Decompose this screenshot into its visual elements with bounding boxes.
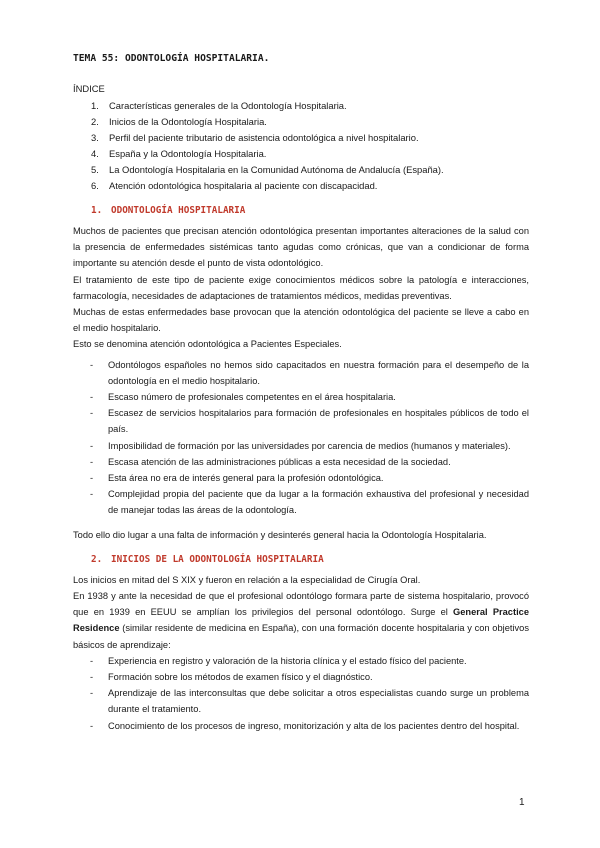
index-item: [73, 130, 529, 146]
list-item: - Odontólogos españoles no hemos sido capacitados en nuestra formación para el desempeño de la odontología en el medio hospitalario.: [73, 357, 529, 389]
list-item: - Formación sobre los métodos de examen físico y el diagnóstico.: [73, 669, 529, 685]
index-item-text: Perfil del paciente tributario de asistencia odontológica a nivel hospitalario.: [109, 132, 419, 143]
section-1-number: 1.: [91, 205, 103, 216]
list-item: - Aprendizaje de las interconsultas que debe solicitar a otros especialistas cuando surge un problema durante el tratamiento.: [73, 685, 529, 717]
index-item-text: España y la Odontología Hospitalaria.: [109, 148, 267, 159]
index-item-number: 2.: [91, 116, 99, 127]
section-2-bullet-list: [73, 653, 529, 734]
section-2-paragraph: [73, 588, 529, 653]
section-1-title: ODONTOLOGÍA HOSPITALARIA: [111, 205, 246, 216]
index-item-number: 4.: [91, 148, 99, 159]
index-item-text: La Odontología Hospitalaria en la Comunidad Autónoma de Andalucía (España).: [109, 164, 444, 175]
section-1-closing: Todo ello dio lugar a una falta de información y desinterés general hacia la Odontología Hospitalaria.: [73, 529, 487, 540]
index-item: [73, 146, 529, 162]
index-heading: ÍNDICE: [73, 83, 105, 94]
page-content: [73, 52, 529, 734]
spacer: [73, 519, 529, 527]
section-1-paragraph: Esto se denomina atención odontológica a Pacientes Especiales.: [73, 339, 342, 350]
list-item: - Escaso número de profesionales competentes en el área hospitalaria.: [73, 389, 529, 405]
section-2-text: (similar residente de medicina en España), con una formación docente hospitalaria y con objetivos básicos de aprendizaje:: [73, 623, 529, 650]
section-2-text: En 1938 y ante la necesidad de que el profesional odontólogo formara parte de sistema hospitalario, provocó que en 1939 en EEUU se amplían los privilegios del personal odontólogo. Surge el: [73, 591, 529, 618]
index-item: [73, 178, 529, 194]
section-1-paragraph: El tratamiento de este tipo de paciente exige conocimientos médicos sobre la patología e interacciones, farmacología, necesidades de adaptaciones de tratamientos médicos, medidas preventivas.: [73, 274, 529, 301]
index-item: [73, 114, 529, 130]
section-2-title: INICIOS DE LA ODONTOLOGÍA HOSPITALARIA: [111, 553, 324, 565]
index-item-text: Características generales de la Odontología Hospitalaria.: [109, 100, 347, 111]
list-item: - Escasa atención de las administraciones públicas a esta necesidad de la sociedad.: [73, 454, 529, 470]
index-item-number: 6.: [91, 180, 99, 191]
page-number: 1: [519, 797, 525, 808]
section-2-number: 2.: [91, 553, 103, 565]
list-item: - Escasez de servicios hospitalarios para formación de profesionales en hospitales públicos de todo el país.: [73, 405, 529, 437]
index-item-text: Atención odontológica hospitalaria al paciente con discapacidad.: [109, 180, 378, 191]
document-title: TEMA 55: ODONTOLOGÍA HOSPITALARIA.: [73, 53, 270, 64]
index-item: [73, 98, 529, 114]
index-item-number: 5.: [91, 164, 99, 175]
list-item: - Imposibilidad de formación por las universidades por carencia de medios (humanos y materiales).: [73, 438, 529, 454]
list-item: - Complejidad propia del paciente que da lugar a la formación exhaustiva del profesional y necesidad de manejar todas las áreas de la odontología.: [73, 486, 529, 518]
section-1-bullet-list: [73, 357, 529, 519]
list-item: - Conocimiento de los procesos de ingreso, monitorización y alta de los pacientes dentro del hospital.: [73, 718, 529, 734]
section-2-heading: [91, 553, 529, 566]
general-practice-residence-term: General Practice Residence: [73, 607, 529, 634]
section-2-paragraph: Los inicios en mitad del S XIX y fueron en relación a la especialidad de Cirugía Oral.: [73, 574, 421, 585]
section-1-paragraph: Muchas de estas enfermedades base provocan que la atención odontológica del paciente se lleve a cabo en el medio hospitalario.: [73, 307, 529, 334]
list-item: - Esta área no era de interés general para la profesión odontológica.: [73, 470, 529, 486]
section-1-paragraph: Muchos de pacientes que precisan atención odontológica presentan importantes alteraciones de la salud con la presencia de enfermedades sistémicas tanto agudas como crónicas, que van a condicionar de forma importante su atención desde el punto de vista odontológico.: [73, 226, 529, 269]
index-item-number: 3.: [91, 132, 99, 143]
index-item-text: Inicios de la Odontología Hospitalaria.: [109, 116, 267, 127]
index-item-number: 1.: [91, 100, 99, 111]
index-item: [73, 162, 529, 178]
section-1-heading: [91, 204, 529, 217]
list-item: - Experiencia en registro y valoración de la historia clínica y el estado físico del paciente.: [73, 653, 529, 669]
index-list: [73, 98, 529, 194]
